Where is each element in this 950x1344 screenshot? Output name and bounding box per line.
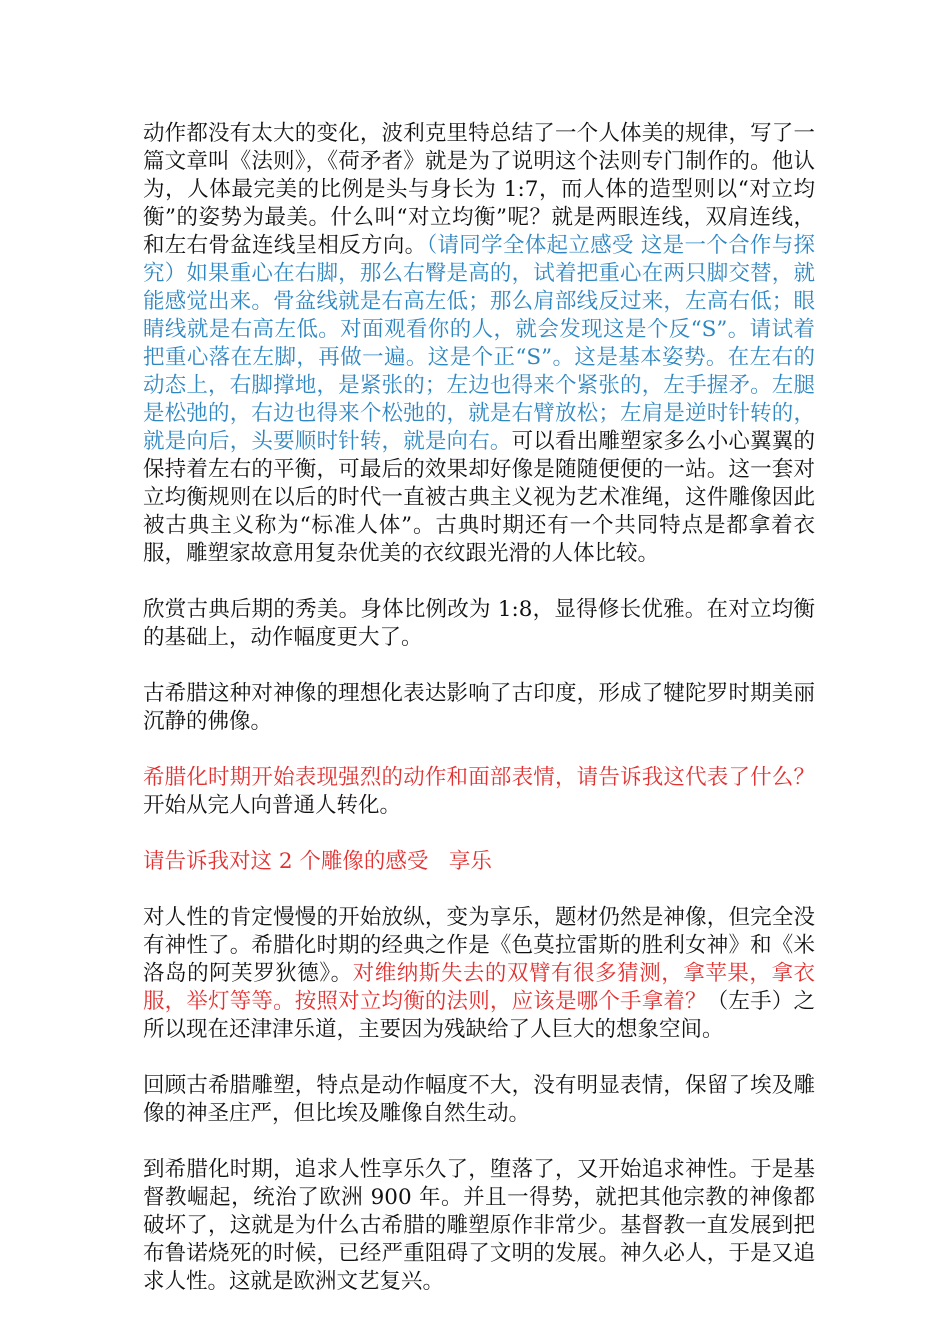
paragraph-polykleitos-canon (143, 120, 815, 568)
paragraph-hellenistic-question (143, 764, 815, 820)
paragraph-christianity-renaissance (143, 1156, 815, 1296)
text-segment: 动作都没有太大的变化，波利克里特总结了一个人体美的规律，写了一篇文章叫《法则》，《荷矛者》就是为了说明这个法则专门制作的。他认为，人体最完美的比例是头与身长为 1:7，而人体的造型则以“对立均衡”的姿势为最美。什么叫“对立均衡”呢？就是两眼连线，双肩连线，和左右骨盆连线呈相反方向。 (143, 121, 815, 258)
text-segment: 欣赏古典后期的秀美。身体比例改为 1:8，显得修长优雅。在对立均衡的基础上，动作幅度更大了。 (143, 597, 815, 650)
document-page (143, 120, 815, 1324)
text-segment: 到希腊化时期，追求人性享乐久了，堕落了，又开始追求神性。于是基督教崛起，统治了欧洲 900 年。并且一得势，就把其他宗教的神像都破坏了，这就是为什么古希腊的雕塑原作非常少。基督教一直发展到把布鲁诺烧死的时候，已经严重阻碍了文明的发展。神久必人，于是又追求人性。这就是欧洲文艺复兴。 (143, 1157, 815, 1294)
text-segment: 回顾古希腊雕塑，特点是动作幅度不大，没有明显表情，保留了埃及雕像的神圣庄严，但比埃及雕像自然生动。 (143, 1073, 815, 1126)
text-segment: 可以看出雕塑家多么小心翼翼的保持着左右的平衡，可最后的效果却好像是随随便便的一站。这一套对立均衡规则在以后的时代一直被古典主义视为艺术准绳，这件雕像因此被古典主义称为“标准人体”。古典时期还有一个共同特点是都拿着衣服，雕塑家故意用复杂优美的衣纹跟光滑的人体比较。 (143, 429, 815, 566)
text-segment: 开始从完人向普通人转化。 (143, 793, 402, 818)
text-segment: 对人性的肯定慢慢的开始放纵，变为享乐，题材仍然是神像，但完全没有神性了。希腊化时期的经典之作是《色莫拉雷斯的胜利女神》和《米洛岛的阿芙罗狄德》。 (143, 905, 815, 986)
text-segment-red: 希腊化时期开始表现强烈的动作和面部表情，请告诉我这代表了什么？ (143, 765, 815, 790)
text-segment-red: 请告诉我对这 2 个雕像的感受 享乐 (143, 849, 492, 874)
paragraph-gandhara (143, 680, 815, 736)
text-segment-blue: （请同学全体起立感受 这是一个合作与探究）如果重心在右脚，那么右臀是高的，试着把重心在两只脚交替，就能感觉出来。骨盆线就是右高左低；那么肩部线反过来，左高右低；眼睛线就是右高左低。对面观看你的人，就会发现这是个反“S”。请试着把重心落在左脚，再做一遍。这是个正“S”。这是基本姿势。在左右的动态上，右脚撑地，是紧张的；左边也得来个紧张的，左手握矛。左腿是松弛的，右边也得来个松弛的，就是右臂放松；左肩是逆时针转的，就是向后，头要顺时针转，就是向右。 (143, 233, 815, 454)
text-segment-red: 对维纳斯失去的双臂有很多猜测，拿苹果，拿衣服，举灯等等。按照对立均衡的法则，应该是哪个手拿着？ (143, 961, 815, 1014)
paragraph-review (143, 1072, 815, 1128)
text-segment: 古希腊这种对神像的理想化表达影响了古印度，形成了犍陀罗时期美丽沉静的佛像。 (143, 681, 815, 734)
text-segment: （左手）之所以现在还津津乐道，主要因为残缺给了人巨大的想象空间。 (143, 989, 815, 1042)
paragraph-late-classical (143, 596, 815, 652)
paragraph-two-statues-question (143, 848, 815, 876)
paragraph-venus (143, 904, 815, 1044)
